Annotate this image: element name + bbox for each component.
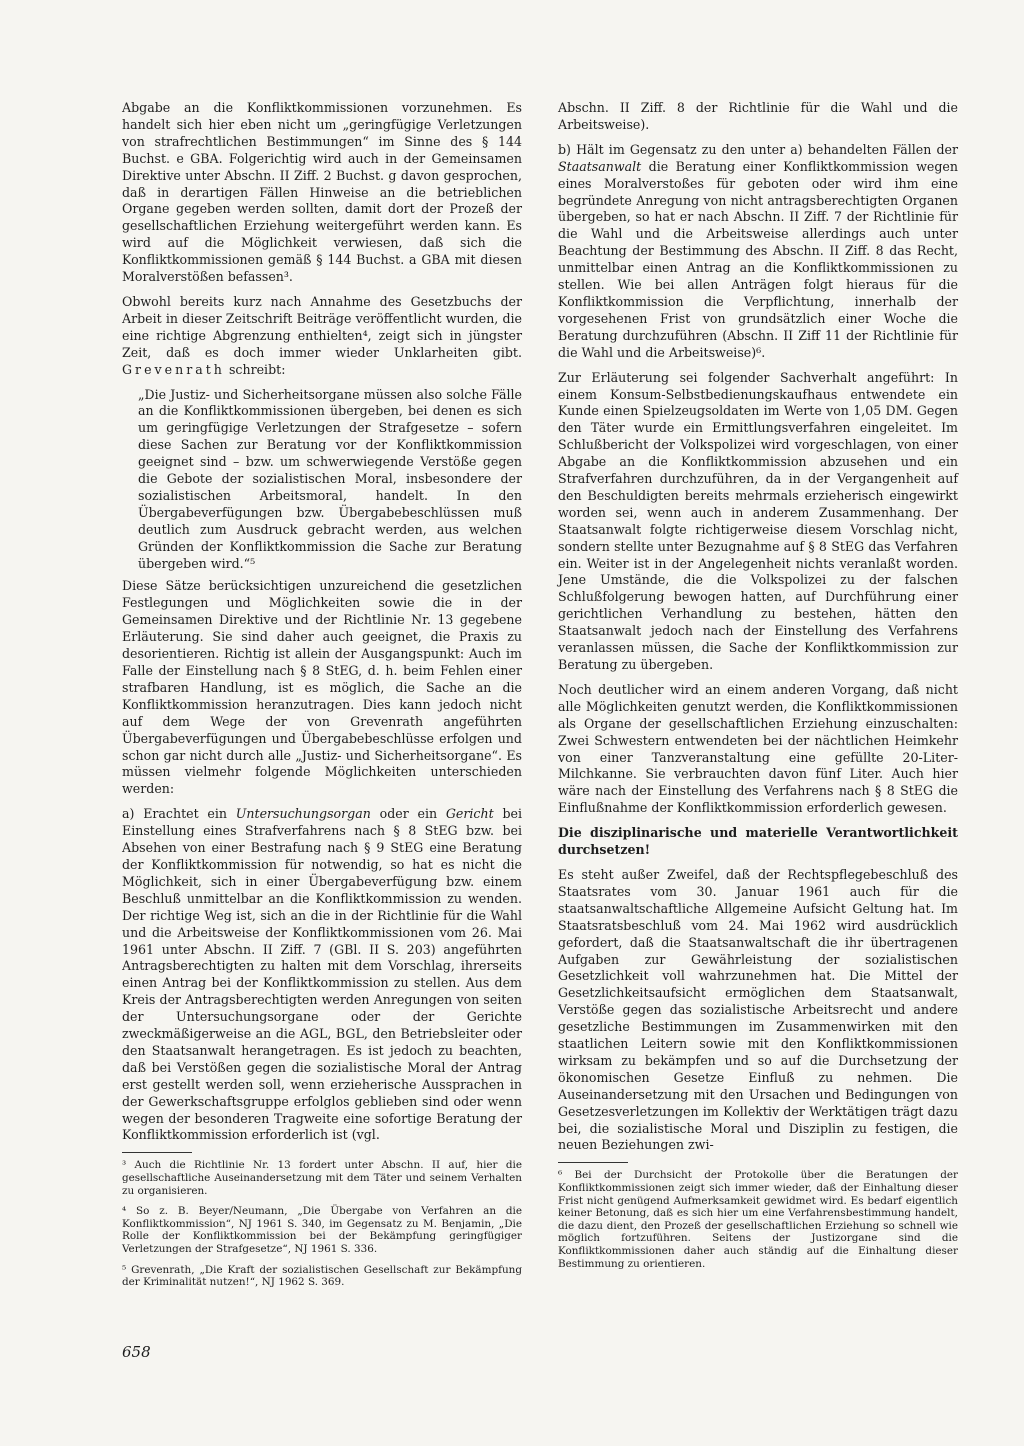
paragraph — [122, 806, 522, 1144]
paragraph — [558, 142, 958, 362]
text-run: schreibt: — [228, 361, 286, 377]
footnote-divider — [558, 1162, 628, 1163]
paragraph: Noch deutlicher wird an einem anderen Vorgang, daß nicht alle Möglichkeiten genutzt werden, die Konfliktkommissionen als Organe der gesellschaftlichen Erziehung einzuschalten: Zwei Schwestern entwendeten bei der nächtlichen Heimkehr von einer Tanzveranstaltung eine gefüllte 20-Liter-Milchkanne. Sie verbrauchten davon fünf Liter. Auch hier wäre nach der Einstellung des Verfahrens nach § 8 StEG die Einflußnahme der Konfliktkommission erforderlich gewesen. — [558, 681, 958, 816]
emphasis: Untersuchungsorgan — [235, 806, 371, 822]
footnote: ⁵ Grevenrath, „Die Kraft der sozialistischen Gesellschaft zur Bekämpfung der Kriminalität nutzen!“, NJ 1962 S. 369. — [122, 1263, 522, 1289]
text-run: Obwohl bereits kurz nach Annahme des Gesetzbuchs der Arbeit in dieser Zeitschrift Beiträge veröffentlicht wurden, die eine richtige Abgrenzung enthielten⁴, zeigt sich in jüngster Zeit, daß es doch immer wieder Unklarheiten gibt. — [122, 293, 522, 360]
text-run: b) Hält im Gegensatz zu den unter a) behandelten Fällen der — [558, 141, 958, 157]
left-column — [122, 100, 522, 1297]
emphasis: Gericht — [445, 806, 494, 822]
footnote: ⁶ Bei der Durchsicht der Protokolle über die Beratungen der Konfliktkommissionen zeigt sich immer wieder, daß der Einhaltung dieser Frist nicht genügend Aufmerksamkeit gewidmet wird. Es bedarf eigentlich keiner Betonung, daß es sich hier um eine Verfahrensbestimmung handelt, die dazu dient, den Prozeß der gesellschaftlichen Erziehung so schnell wie möglich fortzuführen. Seitens der Justizorgane sind die Konfliktkommissionen daher auch ständig auf die Einhaltung dieser Bestimmung zu orientieren. — [558, 1169, 958, 1270]
text-run: bei Einstellung eines Strafverfahrens nach § 8 StEG bzw. bei Absehen von einer Bestrafung nach § 9 StEG eine Beratung der Konfliktkommission für notwendig, so hat es nicht die Möglichkeit, sich in einer Übergabeverfügung bzw. einem Beschluß unmittelbar an die Konfliktkommission zu wenden. Der richtige Weg ist, sich an die in der Richtlinie für die Wahl und die Arbeitsweise der Konfliktkommissionen vom 26. Mai 1961 unter Abschn. II Ziff. 7 (GBl. II S. 203) angeführten Antragsberechtigten zu halten mit dem Vorschlag, ihrerseits einen Antrag bei der Konfliktkommission zu stellen. Aus dem Kreis der Antragsberechtigten werden Anregungen von seiten der Untersuchungsorgane oder der Gerichte zweckmäßigerweise an die AGL, BGL, den Betriebsleiter oder den Staatsanwalt herangetragen. Es ist jedoch zu beachten, daß bei Verstößen gegen die sozialistische Moral der Antrag erst gestellt werden soll, wenn erzieherische Aussprachen in der Gewerkschaftsgruppe erfolglos geblieben sind oder wenn wegen der besonderen Tragweite eine sofortige Beratung der Konfliktkommission erforderlich ist (vgl. — [122, 806, 522, 1143]
text-run: die Beratung einer Konfliktkommission wegen eines Moralverstoßes für geboten oder wird ihm eine begründete Anregung von nicht antragsberechtigten Organen übergeben, so hat er nach Abschn. II Ziff. 7 der Richtlinie für die Wahl und die Arbeitsweise allerdings auch unter Beachtung der Bestimmung des Abschn. II Ziff. 8 das Recht, unmittelbar einen Antrag an die Konfliktkommissionen zu stellen. Wie bei allen Anträgen folgt hieraus für die Konfliktkommission die Verpflichtung, innerhalb der vorgesehenen Frist von grundsätzlich einer Woche die Beratung durchzuführen (Abschn. II Ziff 11 der Richtlinie für die Wahl und die Arbeitsweise)⁶. — [558, 158, 958, 360]
footnote-divider — [122, 1152, 192, 1153]
footnote: ⁴ So z. B. Beyer/Neumann, „Die Übergabe von Verfahren an die Konfliktkommission“, NJ 1961 S. 340, im Gegensatz zu M. Benjamin, „Die Rolle der Konfliktkommission bei der Bekämpfung geringfügiger Verletzungen der Strafgesetze“, NJ 1961 S. 336. — [122, 1205, 522, 1255]
paragraph: Abgabe an die Konfliktkommissionen vorzunehmen. Es handelt sich hier eben nicht um „geringfügige Verletzungen von strafrechtlichen Bestimmungen“ im Sinne des § 144 Buchst. e GBA. Folgerichtig wird auch in der Gemeinsamen Direktive unter Abschn. II Ziff. 2 Buchst. g davon gesprochen, daß in derartigen Fällen Hinweise an die betrieblichen Organe gegeben werden sollten, damit dort der Prozeß der gesellschaftlichen Erziehung weitergeführt werden kann. Es wird auf die Möglichkeit verwiesen, daß sich die Konfliktkommissionen gemäß § 144 Buchst. a GBA mit diesen Moralverstößen befassen³. — [122, 100, 522, 285]
paragraph: Abschn. II Ziff. 8 der Richtlinie für die Wahl und die Arbeitsweise). — [558, 100, 958, 132]
section-heading: Die disziplinarische und materielle Verantwortlichkeit durchsetzen! — [558, 825, 958, 858]
paragraph: Diese Sätze berücksichtigen unzureichend die gesetzlichen Festlegungen und Möglichkeiten sowie die in der Gemeinsamen Direktive und der Richtlinie Nr. 13 gegebene Erläuterung. Sie sind daher auch geeignet, die Praxis zu desorientieren. Richtig ist allein der Ausgangspunkt: Auch im Falle der Einstellung nach § 8 StEG, d. h. beim Fehlen einer strafbaren Handlung, ist es möglich, die Sache an die Konfliktkommission heranzutragen. Dies kann jedoch nicht auf dem Wege der von Grevenrath angeführten Übergabeverfügungen und Übergabebeschlüsse erfolgen und schon gar nicht durch alle „Justiz- und Sicherheitsorgane“. Es müssen vielmehr folgende Möglichkeiten unterschieden werden: — [122, 578, 522, 797]
text-run: a) Erachtet ein — [122, 806, 228, 822]
page-number: 658 — [122, 1343, 151, 1361]
block-quote: „Die Justiz- und Sicherheitsorgane müssen also solche Fälle an die Konfliktkommissionen übergeben, bei denen es sich um geringfügige Verletzungen der Strafgesetze – sofern diese Sachen zur Beratung vor der Konfliktkommission geeignet sind – bzw. um schwerwiegende Verstöße gegen die Gebote der sozialistischen Moral, insbesondere der sozialistischen Arbeitsmoral, handelt. In den Übergabeverfügungen bzw. Übergabebeschlüssen muß deutlich zum Ausdruck gebracht werden, aus welchen Gründen der Konfliktkommission die Sache zur Beratung übergeben wird.“⁵ — [138, 386, 522, 571]
text-run: oder ein — [379, 806, 438, 822]
author-name: Grevenrath — [122, 361, 225, 377]
emphasis: Staatsanwalt — [558, 158, 642, 174]
paragraph: Es steht außer Zweifel, daß der Rechtspflegebeschluß des Staatsrates vom 30. Januar 1961 auch für die staatsanwaltschaftliche Allgemeine Aufsicht Geltung hat. Im Staatsratsbeschluß vom 24. Mai 1962 wird ausdrücklich gefordert, daß die Staatsanwaltschaft die ihr übertragenen Aufgaben zur Gewährleistung der sozialistischen Gesetzlichkeit voll wahrzunehmen hat. Die Mittel der Gesetzlichkeitsaufsicht ermöglichen dem Staatsanwalt, Verstöße gegen das sozialistische Arbeitsrecht und andere gesetzliche Bestimmungen im Zusammenwirken mit den staatlichen Leitern sowie mit den Konfliktkommissionen wirksam zu bekämpfen und so auf die Durchsetzung der ökonomischen Gesetze Einfluß zu nehmen. Die Auseinandersetzung mit den Ursachen und Bedingungen von Gesetzesverletzungen im Kollektiv der Werktätigen trägt dazu bei, die sozialistische Moral und Disziplin zu festigen, die neuen Beziehungen zwi- — [558, 866, 958, 1153]
paragraph: Zur Erläuterung sei folgender Sachverhalt angeführt: In einem Konsum-Selbstbedienungskaufhaus entwendete ein Kunde einen Spielzeugsoldaten im Werte von 1,05 DM. Gegen den Täter wurde ein Ermittlungsverfahren eingeleitet. Im Schlußbericht der Volkspolizei wird vorgeschlagen, von einer Abgabe an die Konfliktkommission abzusehen und ein Strafverfahren durchzuführen, da in der Vergangenheit auf den Beschuldigten bereits mehrmals erzieherisch eingewirkt worden sei, wenn auch in anderem Zusammenhang. Der Staatsanwalt folgte richtigerweise diesem Vorschlag nicht, sondern stellte unter Bezugnahme auf § 8 StEG das Verfahren ein. Weiter ist in der Angelegenheit nichts veranlaßt worden. Jene Umstände, die die Volkspolizei zu der falschen Schlußfolgerung bewogen hatten, auf Durchführung einer gerichtlichen Verhandlung zu bestehen, hätten den Staatsanwalt jedoch nach der Einstellung des Verfahrens veranlassen müssen, die Sache der Konfliktkommission zur Beratung zu übergeben. — [558, 369, 958, 672]
footnote: ³ Auch die Richtlinie Nr. 13 fordert unter Abschn. II auf, hier die gesellschaftliche Auseinandersetzung mit dem Täter und seinem Verhalten zu organisieren. — [122, 1159, 522, 1197]
paragraph — [122, 294, 522, 379]
right-column — [558, 100, 958, 1278]
